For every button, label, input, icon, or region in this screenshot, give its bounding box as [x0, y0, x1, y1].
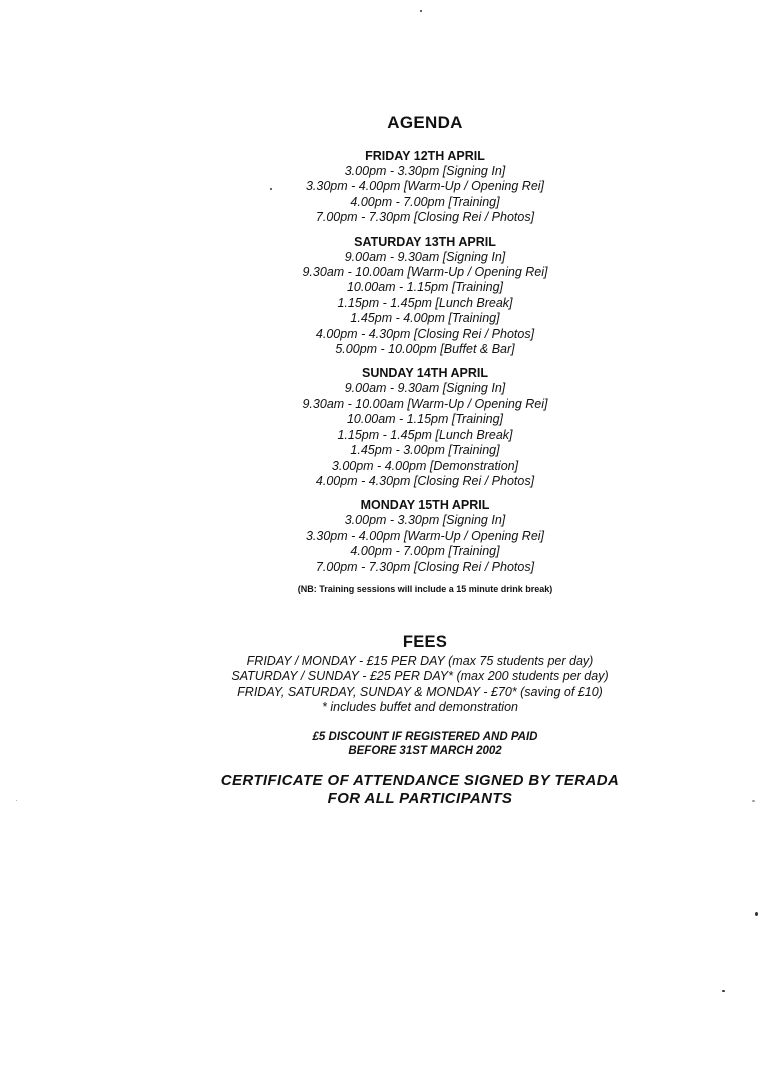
session-line: 7.00pm - 7.30pm [Closing Rei / Photos] — [315, 559, 535, 574]
session-line: 4.00pm - 7.00pm [Training] — [350, 544, 500, 559]
scan-speck — [722, 990, 725, 992]
certificate-line: CERTIFICATE OF ATTENDANCE SIGNED BY TERADA — [220, 772, 620, 789]
session-line: 9.00am - 9.30am [Signing In] — [344, 249, 506, 264]
certificate-line: FOR ALL PARTICIPANTS — [327, 790, 513, 807]
session-line: 1.15pm - 1.45pm [Lunch Break] — [337, 427, 513, 442]
fee-footnote: * includes buffet and demonstration — [322, 700, 518, 715]
training-note: (NB: Training sessions will include a 15 minute drink break) — [297, 583, 553, 594]
session-line: 3.30pm - 4.00pm [Warm-Up / Opening Rei] — [305, 179, 545, 194]
fee-line: SATURDAY / SUNDAY - £25 PER DAY* (max 200 students per day) — [231, 669, 609, 684]
day-saturday — [190, 234, 660, 358]
session-line: 5.00pm - 10.00pm [Buffet & Bar] — [335, 342, 515, 357]
session-line: 4.00pm - 4.30pm [Closing Rei / Photos] — [315, 473, 535, 488]
day-sunday — [190, 365, 660, 489]
session-line: 9.30am - 10.00am [Warm-Up / Opening Rei] — [302, 265, 548, 280]
day-heading: SATURDAY 13TH APRIL — [354, 234, 496, 249]
session-line: 1.45pm - 4.00pm [Training] — [350, 311, 500, 326]
scan-speck — [752, 800, 755, 802]
session-line: 3.30pm - 4.00pm [Warm-Up / Opening Rei] — [305, 528, 545, 543]
session-line: 4.00pm - 7.00pm [Training] — [350, 194, 500, 209]
session-line: 9.30am - 10.00am [Warm-Up / Opening Rei] — [302, 396, 548, 411]
session-line: 3.00pm - 4.00pm [Demonstration] — [331, 458, 519, 473]
agenda-title: AGENDA — [387, 113, 463, 132]
discount-line: BEFORE 31ST MARCH 2002 — [348, 745, 502, 757]
day-friday — [190, 148, 660, 226]
scan-speck — [270, 188, 272, 190]
day-heading: SUNDAY 14TH APRIL — [362, 366, 488, 381]
discount-notice — [190, 730, 660, 758]
fees-list — [170, 654, 670, 716]
day-heading: MONDAY 15TH APRIL — [360, 498, 490, 513]
scan-speck — [755, 912, 758, 916]
fee-line: FRIDAY, SATURDAY, SUNDAY & MONDAY - £70* (saving of £10) — [237, 684, 603, 699]
session-line: 1.45pm - 3.00pm [Training] — [350, 443, 500, 458]
session-line: 3.00pm - 3.30pm [Signing In] — [344, 164, 506, 178]
agenda-schedule — [190, 148, 660, 595]
discount-line: £5 DISCOUNT IF REGISTERED AND PAID — [312, 731, 538, 743]
day-monday — [190, 497, 660, 575]
fee-line: FRIDAY / MONDAY - £15 PER DAY (max 75 students per day) — [246, 654, 594, 668]
session-line: 1.15pm - 1.45pm [Lunch Break] — [337, 295, 513, 310]
session-line: 4.00pm - 4.30pm [Closing Rei / Photos] — [315, 326, 535, 341]
session-line: 10.00am - 1.15pm [Training] — [346, 280, 504, 295]
fees-title: FEES — [402, 633, 448, 651]
scan-speck — [16, 800, 17, 801]
certificate-notice — [170, 772, 670, 808]
session-line: 7.00pm - 7.30pm [Closing Rei / Photos] — [315, 210, 535, 225]
session-line: 9.00am - 9.30am [Signing In] — [344, 381, 506, 396]
session-line: 3.00pm - 3.30pm [Signing In] — [344, 513, 506, 528]
day-heading: FRIDAY 12TH APRIL — [365, 149, 485, 163]
scan-speck — [420, 10, 422, 12]
session-line: 10.00am - 1.15pm [Training] — [346, 412, 504, 427]
